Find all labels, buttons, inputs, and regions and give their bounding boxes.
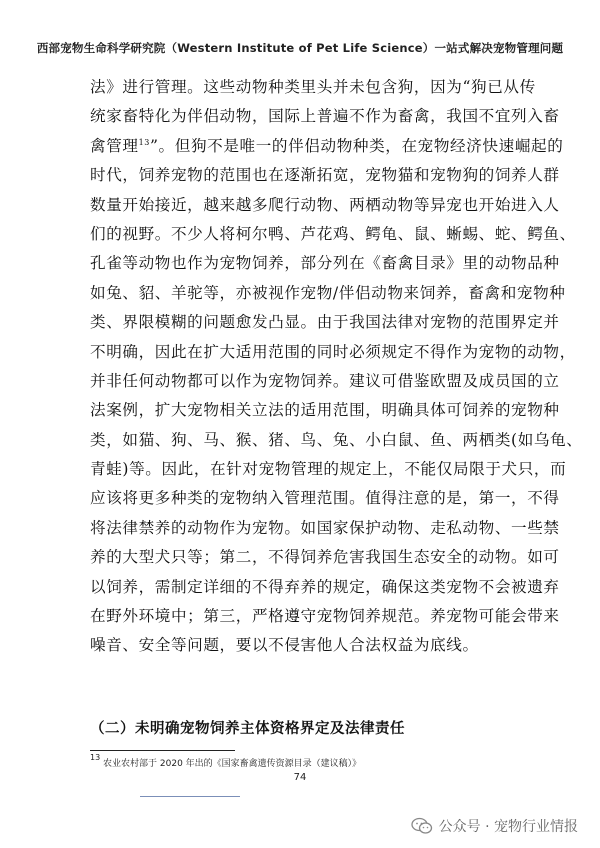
line-part: 禽管理 [90,136,139,155]
footnote-number: 13 [90,753,101,762]
bottom-divider [140,796,240,797]
text-line [90,132,564,161]
line-part: ”。但狗不是唯一的伴侣动物种类，在宠物经济快速崛起的 [149,136,564,155]
text-line: 法》进行管理。这些动物种类里头并未包含狗，因为“狗已从传 [90,78,536,96]
wechat-icon [411,817,433,835]
footnote-ref[interactable]: 13 [138,137,150,147]
text-line: 在野外环境中；第三，严格遵守宠物饲养规范。养宠物可能会带来 [90,607,560,626]
text-line: 以饲养，需制定详细的不得弃养的规定，确保这类宠物不会被遗弃 [90,577,560,596]
footnote-divider [90,750,235,751]
text-line: 们的视野。不少人将柯尔鸭、芦花鸡、鳄龟、鼠、蜥蜴、蛇、鳄鱼、 [90,224,576,243]
text-line: 统家畜特化为伴侣动物，国际上普遍不作为畜禽，我国不宜列入畜 [90,107,560,126]
page-number: 74 [293,772,307,783]
text-line: 类，如猫、狗、马、猴、猪、鸟、兔、小白鼠、鱼、两栖类(如乌龟、 [90,430,583,449]
text-line: 将法律禁养的动物作为宠物。如国家保护动物、走私动物、一些禁 [90,518,560,537]
text-line: 数量开始接近，越来越多爬行动物、两栖动物等异宠也开始进入人 [90,195,560,214]
text-line: 噪音、安全等问题，要以不侵害他人合法权益为底线。 [90,636,479,655]
body-text [90,73,583,661]
text-line: 如兔、貂、羊驼等，亦被视作宠物/伴侣动物来饲养，畜禽和宠物种 [90,283,566,302]
text-line: 时代，饲养宠物的范围也在逐渐拓宽，宠物猫和宠物狗的饲养人群 [90,166,560,185]
footnote-text: 农业农村部于 2020 年出的《国家畜禽遗传资源目录（建议稿）》 [100,759,362,769]
footnote [90,753,362,769]
text-line: 孔雀等动物也作为宠物饲养，部分列在《畜禽目录》里的动物品种 [90,254,560,273]
text-line: 并非任何动物都可以作为宠物饲养。建议可借鉴欧盟及成员国的立 [90,371,560,390]
text-line: 应该将更多种类的宠物纳入管理范围。值得注意的是，第一，不得 [90,489,560,508]
watermark [411,816,578,836]
text-line: 青蛙)等。因此，在针对宠物管理的规定上，不能仅局限于犬只，而 [90,460,567,479]
text-line: 法案例，扩大宠物相关立法的适用范围，明确具体可饲养的宠物种 [90,401,560,420]
text-line: 不明确，因此在扩大适用范围的同时必须规定不得作为宠物的动物， [90,342,576,361]
watermark-text: 公众号 · 宠物行业情报 [438,819,578,835]
text-line: 养的大型犬只等；第二，不得饲养危害我国生态安全的动物。如可 [90,548,560,567]
section-heading: （二）未明确宠物饲养主体资格界定及法律责任 [90,721,405,737]
text-line: 类、界限模糊的问题愈发凸显。由于我国法律对宠物的范围界定并 [90,313,560,332]
page-header: 西部宠物生命科学研究院（Western Institute of Pet Life Science）一站式解决宠物管理问题 [36,41,564,55]
